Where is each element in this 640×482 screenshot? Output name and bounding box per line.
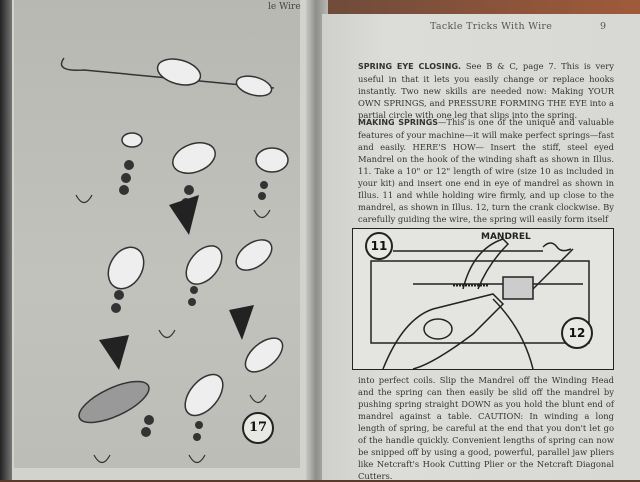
- page-edge-shadow: [0, 0, 12, 480]
- running-head: Tackle Tricks With Wire: [430, 21, 553, 32]
- page-number: 9: [600, 21, 607, 32]
- body-text: —This is one of the unique and valuable features of your machine—it will make perfect springs—fast and easily. HERE'S HOW— Insert the stiff, steel eyed Mandrel on the hook of the winding shaft as shown in Illus. 11. Take a 10" or 12" length of wire (size 10 as included in your kit) and insert one end in eye of mandrel as shown in Illus. 11 and while holding wire firmly, and up close to the mandrel, as shown in Illus. 12, turn the crank clockwise. By carefully guiding the wire, the spring will easily form itself: [358, 117, 614, 224]
- paragraph-making-springs: [358, 116, 614, 225]
- body-text: See B & C, page 7. This is very useful in that it lets you easily change or replace hooks instantly. Two new skills are needed now: Making YOUR OWN SPRINGS, and PRESSURE FORMING THE EYE into a partial circle with one leg that slips into the spring.: [358, 61, 614, 120]
- illustration-11-label: 11: [365, 232, 393, 260]
- illustration-12-label: 12: [561, 317, 593, 349]
- mandrel-label: MANDREL: [481, 232, 531, 242]
- left-running-head: le Wire: [268, 2, 301, 12]
- figure-17-label: 17: [242, 412, 274, 444]
- paragraph-continued: into perfect coils. Slip the Mandrel off the Winding Head and the spring can then easily be slid off the mandrel by pushing spring straight DOWN as you hold the blunt end of mandrel against a table. CAUTION: In winding a long length of spring, be careful at the end that you don't let go of the handle quickly. Convenient lengths of spring can now be snipped off by using a good, powerful, parallel jaw pliers like Netcraft's Hook Cutting Plier or the Netcraft Diagonal Cutters.: [358, 375, 614, 481]
- heading-spring-eye-closing: SPRING EYE CLOSING.: [358, 62, 462, 71]
- table-background: [300, 0, 640, 14]
- fishing-lures-illustration: [14, 0, 300, 468]
- mandrel-diagram: [352, 228, 614, 370]
- heading-making-springs: MAKING SPRINGS: [358, 118, 439, 127]
- paragraph-spring-eye-closing: [358, 60, 614, 121]
- lures-photo: [14, 0, 300, 468]
